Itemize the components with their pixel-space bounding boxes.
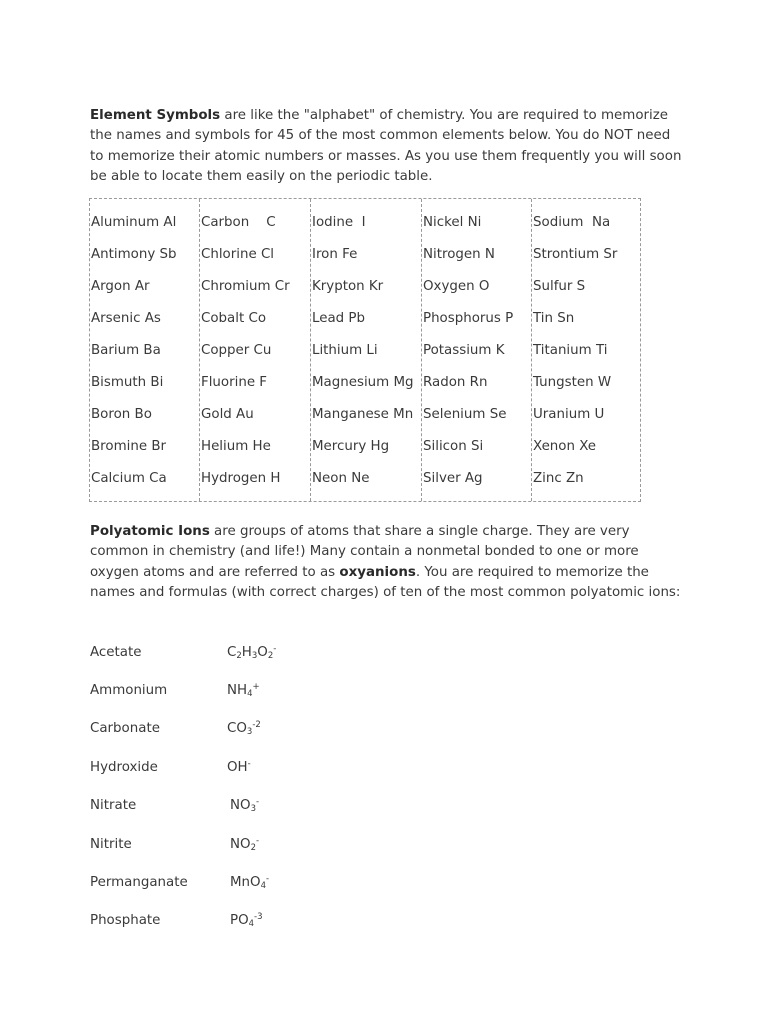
- formula-part: C: [227, 645, 237, 660]
- element-entry: Bismuth Bi: [91, 375, 164, 390]
- ion-formula: [230, 798, 259, 814]
- formula-part: -: [247, 759, 251, 769]
- polyatomic-ions-text-2: . You are required to memorize the names and formulas (with correct charges) of ten of the most common polyatomic ions:: [90, 564, 681, 600]
- ion-name: Permanganate: [90, 875, 188, 890]
- formula-part: -: [255, 797, 260, 807]
- element-entry: Fluorine F: [201, 375, 268, 390]
- ion-name: Nitrate: [90, 798, 137, 813]
- element-entry: Barium Ba: [91, 343, 161, 358]
- formula-part: 4: [247, 689, 253, 699]
- element-entry: Mercury Hg: [312, 439, 390, 454]
- formula-part: NO: [230, 837, 251, 852]
- formula-part: NO: [230, 798, 251, 813]
- ion-formula: [230, 913, 263, 929]
- formula-part: H: [241, 645, 252, 660]
- polyatomic-ions-text-1: are groups of atoms that share a single charge. They are very common in chemistry (and life!) Many contain a nonmetal bonded to one or more oxygen atoms and are referred to as: [90, 524, 639, 580]
- formula-part: -: [255, 836, 260, 846]
- element-entry: Gold Au: [201, 407, 254, 422]
- element-symbols-text: are like the "alphabet" of chemistry. You are required to memorize the names and symbols for 45 of the most common elements below. You do NOT need to memorize their atomic numbers or masses. As you use them frequently you will soon be able to locate them easily on the periodic table.: [90, 108, 682, 184]
- element-symbols-paragraph: [90, 106, 682, 187]
- element-entry: Uranium U: [533, 407, 605, 422]
- ion-name: Hydroxide: [90, 760, 158, 775]
- elements-column: [422, 199, 532, 501]
- ion-name: Phosphate: [90, 913, 161, 928]
- formula-part: 3: [250, 804, 256, 814]
- formula-part: 3: [246, 727, 253, 737]
- element-entry: Xenon Xe: [533, 439, 597, 454]
- formula-part: -: [273, 644, 277, 654]
- formula-part: 3: [251, 651, 258, 661]
- formula-part: 2: [250, 843, 256, 853]
- element-entry: Nitrogen N: [423, 247, 495, 262]
- element-entry: Silicon Si: [423, 439, 484, 454]
- element-entry: Copper Cu: [201, 343, 272, 358]
- element-entry: Argon Ar: [91, 279, 150, 294]
- ion-formula: [230, 875, 269, 891]
- oxyanions-term: oxyanions: [339, 564, 416, 580]
- elements-column: [311, 199, 422, 501]
- element-entry: Selenium Se: [423, 407, 507, 422]
- element-entry: Radon Rn: [423, 375, 488, 390]
- formula-part: CO: [227, 721, 247, 736]
- ion-formula: [227, 721, 261, 737]
- formula-part: -3: [254, 912, 263, 922]
- element-entry: Boron Bo: [91, 407, 152, 422]
- element-entry: Sodium Na: [533, 215, 611, 230]
- element-entry: Oxygen O: [423, 279, 490, 294]
- element-entry: Magnesium Mg: [312, 375, 414, 390]
- formula-part: MnO: [230, 875, 261, 890]
- element-entry: Tin Sn: [533, 311, 575, 326]
- element-entry: Neon Ne: [312, 471, 370, 486]
- element-entry: Lead Pb: [312, 311, 366, 326]
- element-entry: Arsenic As: [91, 311, 161, 326]
- element-entry: Iron Fe: [312, 247, 358, 262]
- formula-part: -2: [252, 720, 261, 730]
- formula-part: PO: [230, 913, 249, 928]
- element-entry: Nickel Ni: [423, 215, 482, 230]
- element-entry: Hydrogen H: [201, 471, 281, 486]
- element-entry: Sulfur S: [533, 279, 586, 294]
- formula-part: OH: [227, 760, 248, 775]
- ion-formula: [227, 645, 276, 661]
- element-entry: Helium He: [201, 439, 271, 454]
- element-entry: Chlorine Cl: [201, 247, 275, 262]
- element-entry: Strontium Sr: [533, 247, 618, 262]
- element-entry: Tungsten W: [533, 375, 612, 390]
- ion-name: Acetate: [90, 645, 142, 660]
- element-entry: Carbon C: [201, 215, 276, 230]
- formula-part: NH: [227, 683, 248, 698]
- element-symbols-heading: Element Symbols: [90, 108, 221, 123]
- elements-column: [532, 199, 642, 501]
- element-entry: Lithium Li: [312, 343, 378, 358]
- element-entry: Phosphorus P: [423, 311, 514, 326]
- element-entry: Silver Ag: [423, 471, 483, 486]
- element-entry: Titanium Ti: [533, 343, 608, 358]
- formula-part: 4: [260, 881, 267, 891]
- elements-column: [200, 199, 311, 501]
- element-entry: Bromine Br: [91, 439, 167, 454]
- element-entry: Krypton Kr: [312, 279, 384, 294]
- formula-part: 2: [236, 651, 242, 661]
- elements-column: [90, 199, 200, 501]
- ion-formula: [227, 683, 260, 699]
- ion-formula: [227, 760, 251, 776]
- formula-part: 2: [267, 651, 274, 661]
- formula-part: O: [257, 645, 268, 660]
- element-entry: Potassium K: [423, 343, 505, 358]
- ion-name: Carbonate: [90, 721, 160, 736]
- element-entry: Antimony Sb: [91, 247, 177, 262]
- ion-name: Ammonium: [90, 683, 168, 698]
- polyatomic-ions-heading: Polyatomic Ions: [90, 524, 210, 539]
- ion-name: Nitrite: [90, 837, 132, 852]
- element-entry: Calcium Ca: [91, 471, 167, 486]
- element-entry: Chromium Cr: [201, 279, 290, 294]
- element-entry: Manganese Mn: [312, 407, 414, 422]
- element-entry: Iodine I: [312, 215, 366, 230]
- ion-formula: [230, 837, 259, 853]
- formula-part: +: [252, 682, 260, 692]
- polyatomic-ions-paragraph: [90, 522, 682, 603]
- element-entry: Zinc Zn: [533, 471, 584, 486]
- element-entry: Cobalt Co: [201, 311, 267, 326]
- elements-table: [89, 198, 641, 502]
- formula-part: -: [266, 874, 270, 884]
- element-entry: Aluminum Al: [91, 215, 177, 230]
- formula-part: 4: [248, 919, 255, 929]
